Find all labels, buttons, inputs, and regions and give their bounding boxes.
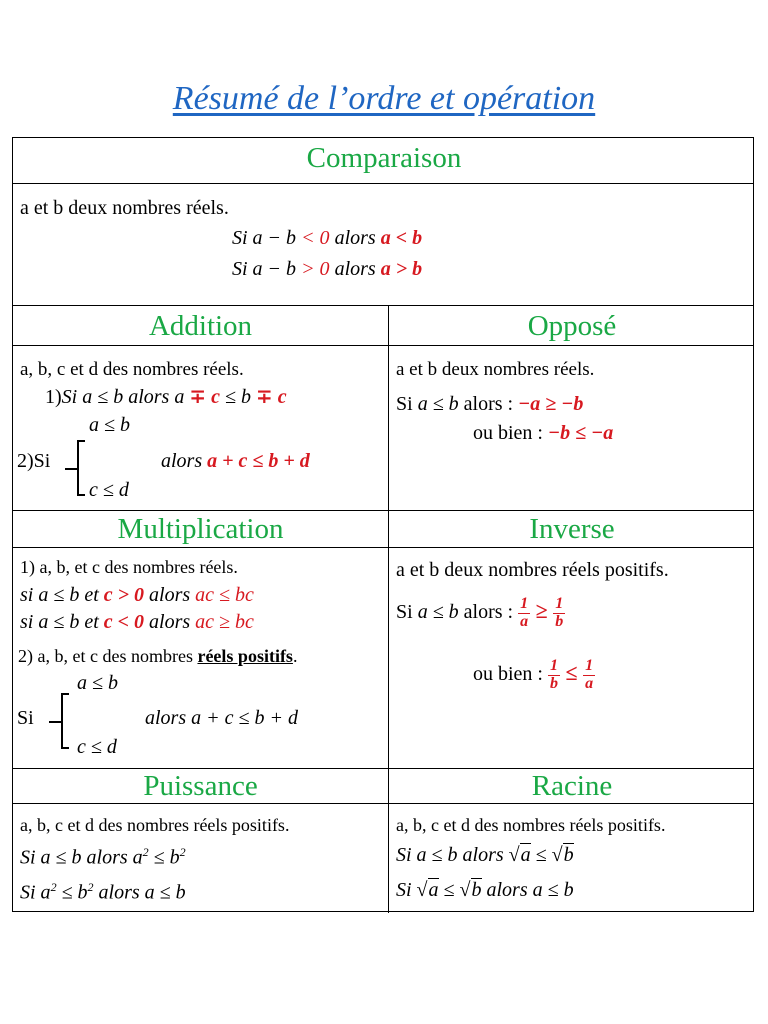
formula-text: Si a ≤ b alors √	[396, 844, 520, 866]
column-divider	[388, 305, 389, 913]
addition-intro: a, b, c et d des nombres réels.	[20, 359, 244, 380]
formula-text: alors	[144, 584, 196, 606]
formula-text: Si	[396, 601, 418, 623]
formula-text: alors	[329, 258, 381, 280]
divider	[13, 547, 753, 548]
formula-result: ac ≤ bc	[195, 584, 254, 606]
multiplication-intro: 1) a, b, et c des nombres réels.	[20, 557, 238, 577]
oppose-rule-2	[473, 423, 613, 443]
radicand: b	[471, 879, 482, 901]
addition-system-conclusion	[161, 451, 310, 471]
formula-result: −a ≥ −b	[518, 393, 584, 415]
oppose-header: Opposé	[527, 310, 617, 342]
exponent: 2	[50, 880, 57, 894]
puissance-intro: a, b, c et d des nombres réels positifs.	[20, 815, 290, 835]
fraction: $\frac{1}{b}$	[550, 657, 558, 692]
formula-highlight: ∓ c	[189, 386, 220, 408]
formula-text: Si a ≤ b alors a	[61, 386, 190, 408]
formula-text: a ≤ b	[417, 393, 459, 415]
racine-rule-2	[396, 880, 574, 900]
emphasis-text: réels positifs	[197, 646, 293, 666]
addition-rule-1	[45, 387, 287, 407]
radicand: a	[520, 844, 531, 866]
formula-text: 2) a, b, et c des nombres	[18, 646, 198, 666]
fraction: $\frac{1}{a}$	[520, 595, 529, 630]
addition-system-top: a ≤ b	[89, 414, 130, 436]
exponent: 2	[142, 845, 149, 859]
oppose-rule-1	[396, 394, 583, 414]
exponent: 2	[179, 845, 186, 859]
formula-text: ou bien :	[473, 663, 548, 685]
multiplication-rule-1	[20, 585, 254, 605]
inverse-intro: a et b deux nombres réels positifs.	[396, 559, 669, 581]
puissance-rule-2	[20, 881, 186, 903]
formula-condition: c > 0	[103, 584, 145, 606]
divider	[13, 305, 753, 306]
racine-intro: a, b, c et d des nombres réels positifs.	[396, 815, 666, 835]
fraction: $\frac{1}{b}$	[555, 595, 564, 630]
divider	[13, 345, 753, 346]
comparaison-intro: a et b deux nombres réels.	[20, 197, 229, 219]
formula-text: alors a ≤ b	[93, 881, 186, 904]
comparaison-formula-1	[232, 228, 422, 248]
oppose-intro: a et b deux nombres réels.	[396, 359, 595, 380]
divider	[13, 510, 753, 511]
formula-operator: ≤	[560, 660, 584, 685]
multiplication-header: Multiplication	[117, 513, 284, 545]
formula-text: alors :	[458, 601, 519, 623]
formula-text: .	[292, 646, 298, 666]
multiplication-part-2	[18, 647, 297, 665]
fraction: $\frac{1}{a}$	[585, 657, 594, 692]
formula-text: ≤ b	[56, 881, 88, 904]
divider	[13, 768, 753, 769]
formula-result: −b ≤ −a	[548, 422, 614, 444]
formula-text: alors	[144, 611, 196, 633]
divider	[13, 183, 753, 184]
formula-text: Si a − b	[232, 227, 302, 249]
formula-result: a > b	[380, 258, 423, 280]
formula-text: alors a ≤ b	[481, 879, 574, 901]
summary-table	[12, 137, 754, 912]
formula-text: ≤ b	[219, 386, 256, 408]
radicand: b	[563, 844, 574, 866]
formula-text: alors	[329, 227, 381, 249]
radicand: a	[428, 879, 439, 901]
multiplication-rule-2	[20, 612, 254, 632]
exponent: 2	[87, 880, 94, 894]
inverse-rule-1	[396, 591, 565, 632]
racine-header: Racine	[531, 770, 613, 802]
formula-text: si a ≤ b et	[20, 584, 104, 606]
formula-text: alors	[161, 450, 208, 472]
formula-text: Si a − b	[232, 258, 302, 280]
addition-system-bottom: c ≤ d	[89, 479, 129, 501]
formula-operator: ≥	[530, 598, 554, 623]
formula-text: alors :	[458, 393, 519, 415]
brace-icon	[61, 693, 63, 749]
puissance-header: Puissance	[143, 770, 258, 802]
formula-text: si a ≤ b et	[20, 611, 104, 633]
formula-text: a ≤ b	[417, 601, 459, 623]
comparaison-formula-2	[232, 259, 422, 279]
divider	[13, 803, 753, 804]
formula-text: ≤ b	[148, 846, 180, 869]
addition-header: Addition	[148, 310, 253, 342]
formula-text: ou bien :	[473, 422, 548, 444]
multiplication-system-label: Si	[17, 707, 34, 729]
inverse-rule-2	[473, 653, 595, 694]
multiplication-system-bottom: c ≤ d	[77, 736, 117, 758]
page-title: Résumé de l’ordre et opération	[172, 80, 596, 117]
formula-highlight: ∓ c	[255, 386, 287, 408]
brace-icon	[77, 440, 79, 496]
inverse-header: Inverse	[529, 513, 615, 545]
formula-text: Si	[396, 393, 418, 415]
puissance-rule-1	[20, 846, 186, 868]
formula-text: Si a ≤ b alors a	[20, 846, 143, 869]
formula-condition: < 0	[301, 227, 330, 249]
formula-result: a + c ≤ b + d	[207, 450, 310, 472]
formula-condition: > 0	[301, 258, 330, 280]
formula-result: ac ≥ bc	[195, 611, 254, 633]
rule-number: 1)	[45, 386, 62, 408]
addition-system-label: 2)Si	[17, 450, 51, 472]
formula-text: Si a	[20, 881, 51, 904]
formula-result: a < b	[380, 227, 423, 249]
comparaison-header: Comparaison	[306, 142, 462, 174]
multiplication-system-conclusion: alors a + c ≤ b + d	[145, 707, 298, 729]
formula-condition: c < 0	[103, 611, 145, 633]
formula-text: ≤ √	[530, 844, 563, 866]
formula-text: Si √	[396, 879, 428, 901]
formula-text: ≤ √	[438, 879, 471, 901]
multiplication-system-top: a ≤ b	[77, 672, 118, 694]
racine-rule-1	[396, 845, 574, 865]
